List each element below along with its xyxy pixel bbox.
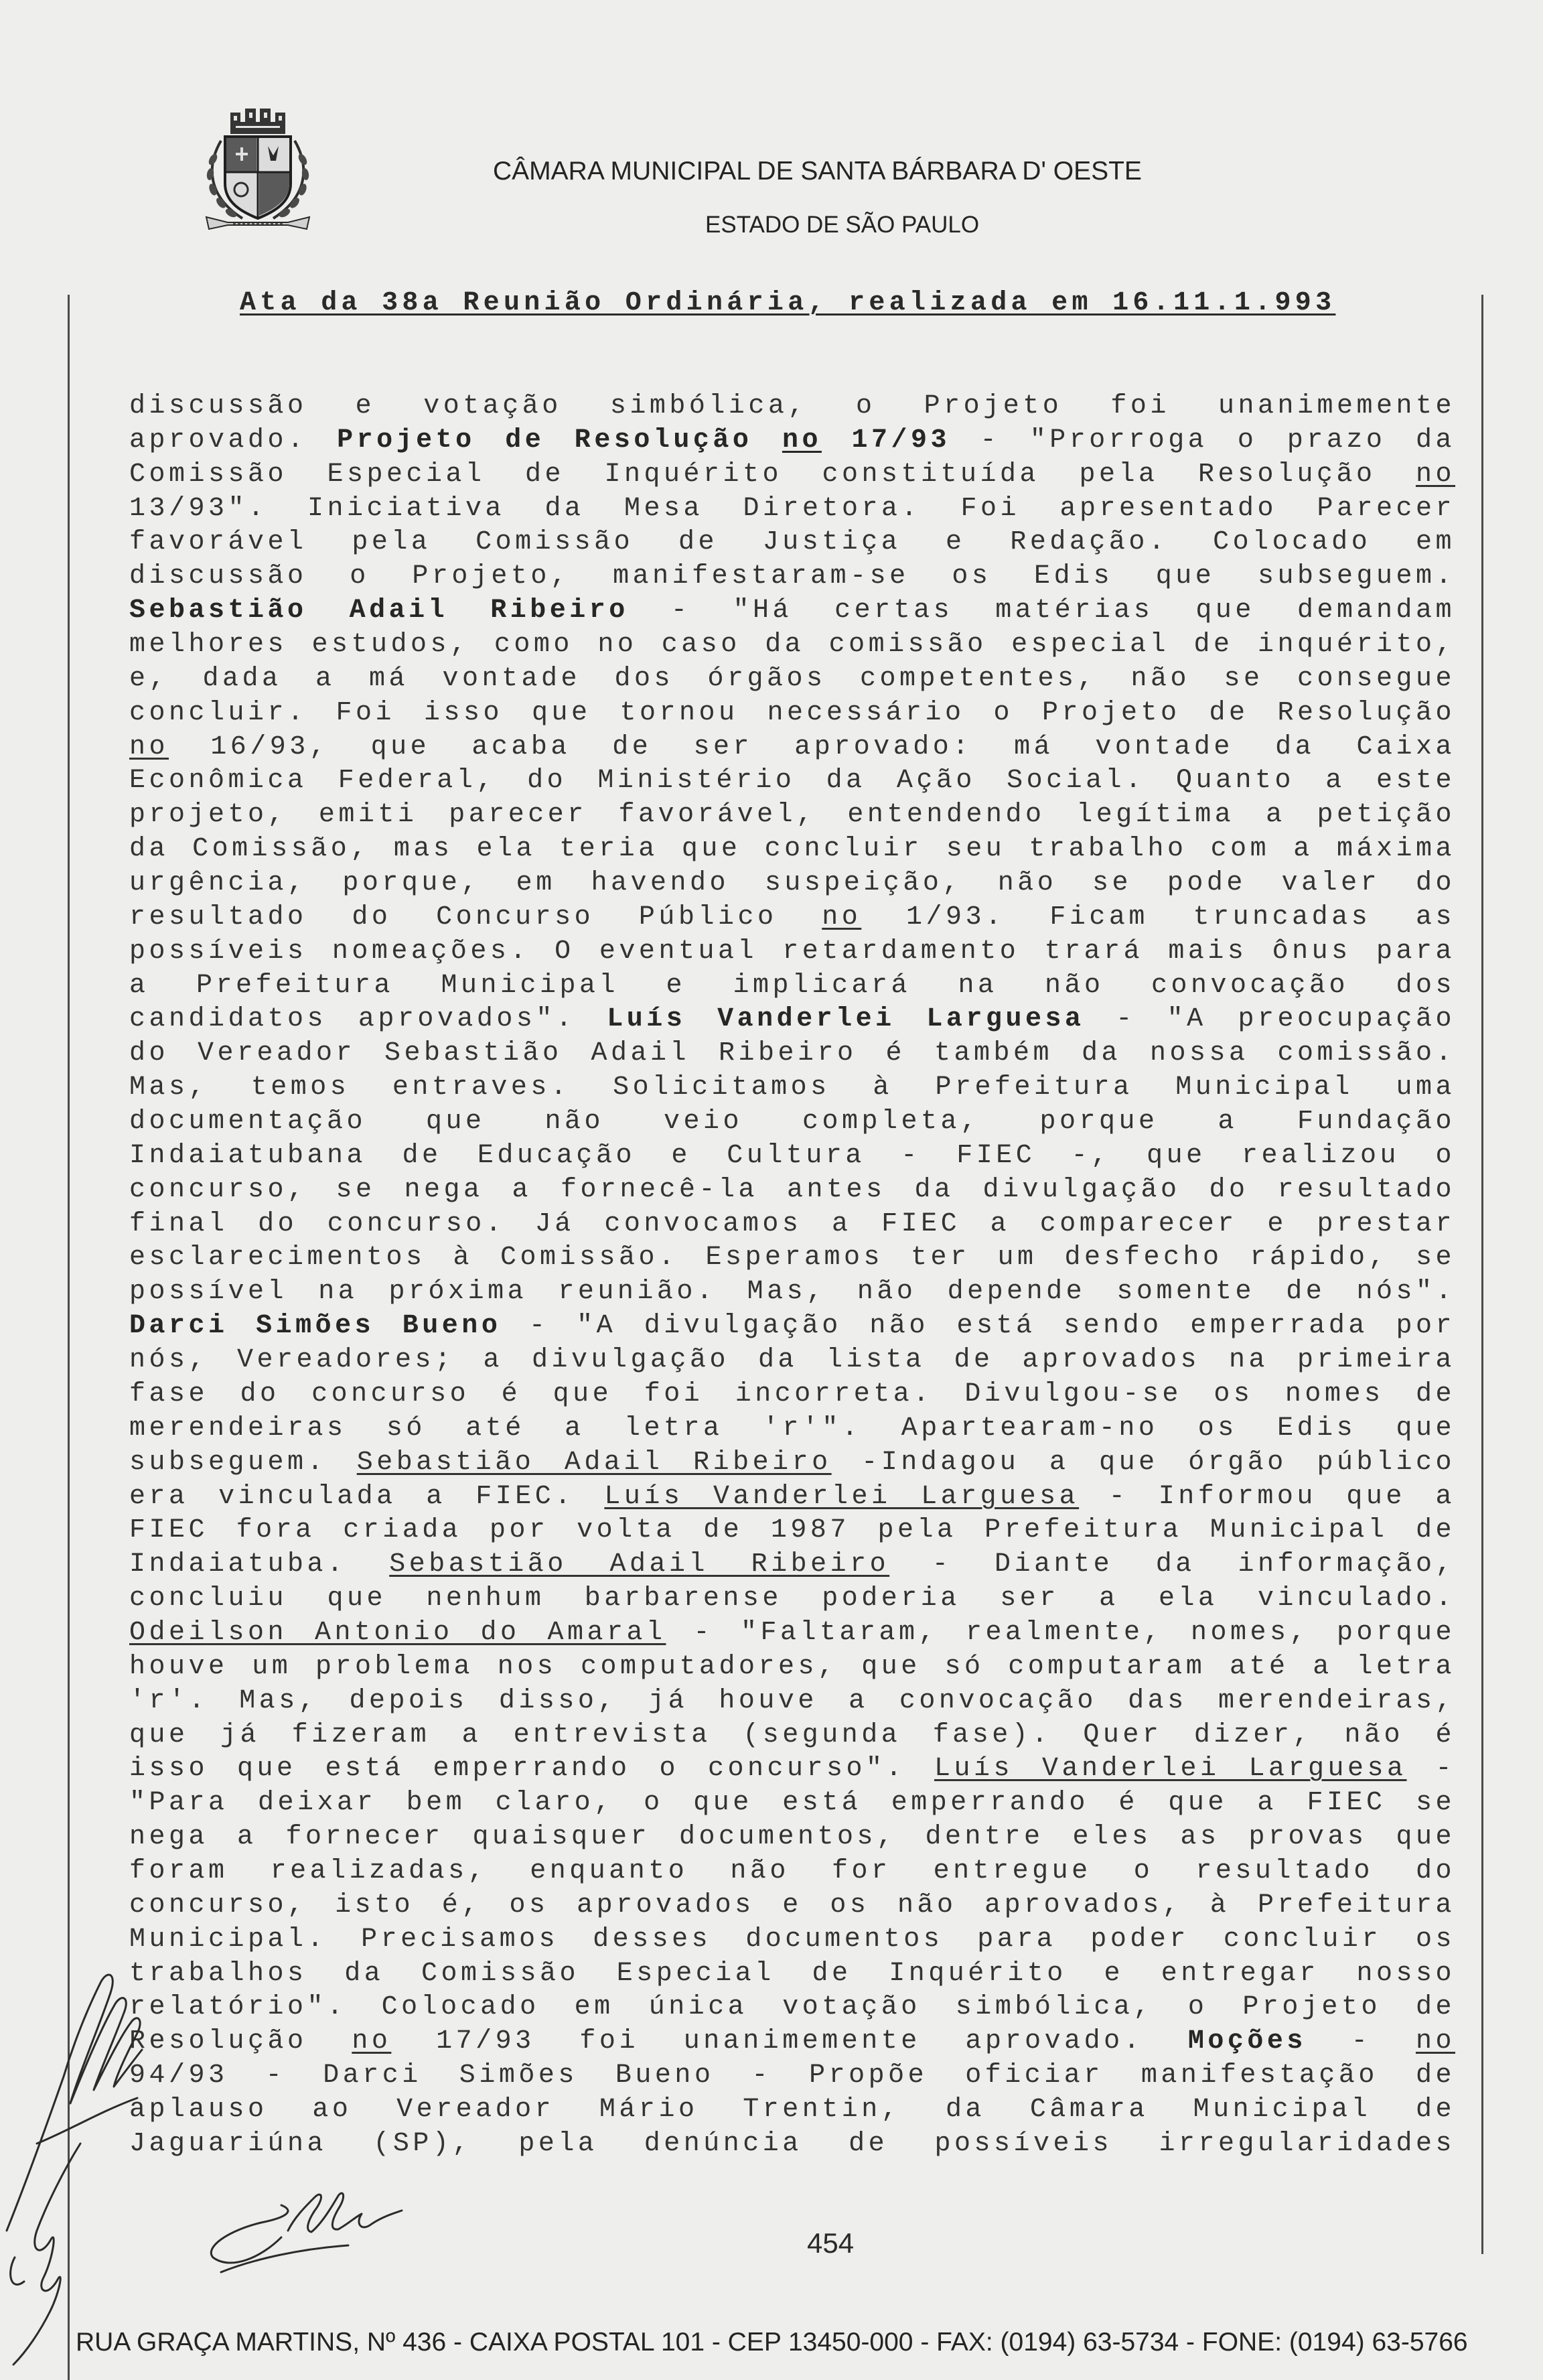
text-line: 13/93". Iniciativa da Mesa Diretora. Foi apresentado Parecer	[129, 493, 1455, 524]
text-line: 'r'. Mas, depois disso, já houve a convocação das merendeiras,	[129, 1685, 1455, 1716]
signature-center-flourish	[221, 2245, 348, 2272]
text-line: final do concurso. Já convocamos a FIEC a comparecer e prestar	[129, 1208, 1455, 1239]
text-run: aprovado.	[129, 425, 338, 456]
text-line	[129, 901, 1455, 935]
handwritten-signatures	[0, 1943, 469, 2380]
text-line	[129, 1446, 1455, 1480]
text-line: concluiu que nenhum barbarense poderia ser a ela vinculado.	[129, 1584, 1455, 1614]
text-run: era vinculada a FIEC.	[129, 1481, 605, 1512]
text-run: - Diante da informação,	[889, 1549, 1455, 1580]
text-line: merendeiras só até a letra 'r'". Apartearam-no os Edis que	[129, 1413, 1455, 1444]
coat-of-arms-emblem	[201, 106, 315, 233]
margin-rule-right	[1481, 295, 1483, 2254]
underlined-run: Sebastião Adail Ribeiro	[356, 1447, 832, 1478]
signature-left-lower	[13, 2144, 80, 2365]
text-run: - "A preocupação	[1084, 1004, 1455, 1035]
text-run: -	[1406, 1754, 1455, 1784]
text-line	[129, 594, 1455, 628]
bold-run: Darci Simões Bueno	[129, 1311, 502, 1342]
text-line: e, dada a má vontade dos órgãos competentes, não se consegue	[129, 663, 1455, 694]
text-line: nós, Vereadores; a divulgação da lista de aprovados na primeira	[129, 1345, 1455, 1376]
text-line: Municipal. Precisamos desses documentos para poder concluir os	[129, 1924, 1455, 1955]
signature-left-crossbar	[37, 2098, 137, 2144]
text-run: candidatos aprovados".	[129, 1004, 607, 1035]
text-line: esclarecimentos à Comissão. Esperamos ter um desfecho rápido, se	[129, 1243, 1455, 1273]
underlined-run: no	[129, 731, 169, 762]
text-line: foram realizadas, enquanto não for entregue o resultado do	[129, 1856, 1455, 1886]
bold-run: Sebastião Adail Ribeiro	[129, 596, 629, 626]
underlined-run: Odeilson Antonio do Amaral	[129, 1617, 666, 1648]
footer-address: RUA GRAÇA MARTINS, Nº 436 - CAIXA POSTAL 101 - CEP 13450-000 - FAX: (0194) 63-5734 - FONE: (0194) 63-5766	[76, 2328, 1468, 2357]
text-run: 16/93, que acaba de ser aprovado: má vontade da Caixa	[169, 731, 1455, 762]
text-line: favorável pela Comissão de Justiça e Redação. Colocado em	[129, 527, 1455, 558]
text-line: "Para deixar bem claro, o que está emperrando é que a FIEC se	[129, 1788, 1455, 1819]
signature-left-margin	[7, 1975, 142, 2231]
text-run: resultado do Concurso Público	[129, 902, 822, 932]
text-line	[129, 458, 1455, 492]
text-line: da Comissão, mas ela teria que concluir seu trabalho com a máxima	[129, 834, 1455, 865]
text-line: houve um problema nos computadores, que só computaram até a letra	[129, 1651, 1455, 1682]
text-line: Econômica Federal, do Ministério da Ação Social. Quanto a este	[129, 766, 1455, 796]
minutes-title: Ata da 38a Reunião Ordinária, realizada em 16.11.1.993	[240, 288, 1336, 318]
text-line: trabalhos da Comissão Especial de Inquérito e entregar nosso	[129, 1958, 1455, 1989]
signature-center	[211, 2205, 288, 2263]
underlined-run: Sebastião Adail Ribeiro	[389, 1549, 890, 1580]
text-line: possível na próxima reunião. Mas, não depende somente de nós".	[129, 1277, 1455, 1308]
text-line: discussão o Projeto, manifestaram-se os Edis que subseguem.	[129, 561, 1455, 592]
text-run: - "Prorroga o prazo da	[950, 425, 1455, 456]
text-run: subseguem.	[129, 1447, 357, 1478]
text-line: urgência, porque, em havendo suspeição, não se pode valer do	[129, 868, 1455, 899]
text-run: 17/93 foi unanimemente aprovado.	[391, 2026, 1188, 2057]
text-line: FIEC fora criada por volta de 1987 pela Prefeitura Municipal de	[129, 1515, 1455, 1546]
underlined-run: no	[822, 902, 862, 932]
text-line	[129, 1310, 1455, 1344]
text-line: melhores estudos, como no caso da comissão especial de inquérito,	[129, 630, 1455, 660]
text-line	[129, 1752, 1455, 1787]
bold-run: 17/93	[821, 425, 951, 456]
institution-name: CÂMARA MUNICIPAL DE SANTA BÁRBARA D' OESTE	[493, 157, 1142, 186]
text-line: do Vereador Sebastião Adail Ribeiro é também da nossa comissão.	[129, 1038, 1455, 1069]
text-run: Indaiatuba.	[129, 1549, 390, 1580]
text-line: concurso, isto é, os aprovados e os não aprovados, à Prefeitura	[129, 1890, 1455, 1920]
bold-run: Projeto de Resolução	[337, 425, 782, 456]
text-line	[129, 1548, 1455, 1582]
text-line: concluir. Foi isso que tornou necessário o Projeto de Resolução	[129, 697, 1455, 728]
bold-run: Luís Vanderlei Larguesa	[607, 1004, 1085, 1035]
state-name: ESTADO DE SÃO PAULO	[705, 212, 980, 238]
text-run: 1/93. Ficam truncadas as	[861, 902, 1455, 932]
signature-left-loop	[11, 2257, 24, 2285]
text-line	[129, 1616, 1455, 1651]
text-line: discussão e votação simbólica, o Projeto foi unanimemente	[129, 391, 1455, 421]
text-line: Mas, temos entraves. Solicitamos à Prefeitura Municipal uma	[129, 1072, 1455, 1103]
text-line	[129, 1480, 1455, 1515]
text-run: - "A divulgação não está sendo emperrada por	[501, 1311, 1455, 1342]
underlined-run: no	[1415, 2026, 1455, 2057]
text-run: - "Faltaram, realmente, nomes, porque	[666, 1617, 1455, 1648]
underlined-run: no	[352, 2026, 392, 2057]
text-run: -	[1306, 2026, 1416, 2057]
text-line: fase do concurso é que foi incorreta. Divulgou-se os nomes de	[129, 1379, 1455, 1409]
text-line	[129, 1003, 1455, 1037]
page-number: 454	[807, 2227, 855, 2259]
text-line: que já fizeram a entrevista (segunda fase). Quer dizer, não é	[129, 1720, 1455, 1750]
text-line: projeto, emiti parecer favorável, entendendo legítima a petição	[129, 800, 1455, 831]
text-line: concurso, se nega a fornecê-la antes da divulgação do resultado	[129, 1174, 1455, 1205]
text-line	[129, 731, 1455, 765]
text-line: a Prefeitura Municipal e implicará na não convocação dos	[129, 970, 1455, 1001]
underlined-run: Luís Vanderlei Larguesa	[934, 1754, 1407, 1784]
bold-run: Moções	[1187, 2026, 1307, 2057]
underlined-run: Luís Vanderlei Larguesa	[604, 1481, 1080, 1512]
text-line: Indaiatubana de Educação e Cultura - FIEC -, que realizou o	[129, 1140, 1455, 1171]
text-run: Resolução	[129, 2026, 352, 2057]
text-line: possíveis nomeações. O eventual retardamento trará mais ônus para	[129, 936, 1455, 967]
text-line: 94/93 - Darci Simões Bueno - Propõe oficiar manifestação de	[129, 2060, 1455, 2091]
signature-center-letters	[288, 2193, 402, 2232]
text-line	[129, 424, 1455, 458]
text-line: documentação que não veio completa, porque a Fundação	[129, 1107, 1455, 1137]
text-run: isso que está emperrando o concurso".	[129, 1754, 934, 1784]
text-run: Comissão Especial de Inquérito constituída pela Resolução	[129, 459, 1416, 490]
text-run: -Indagou a que órgão público	[831, 1447, 1455, 1478]
text-line: aplauso ao Vereador Mário Trentin, da Câmara Municipal de	[129, 2094, 1455, 2125]
text-line: Jaguariúna (SP), pela denúncia de possíveis irregularidades	[129, 2128, 1455, 2159]
bold-run: no	[782, 425, 822, 456]
text-line: nega a fornecer quaisquer documentos, dentre eles as provas que	[129, 1822, 1455, 1853]
minutes-body	[129, 390, 1455, 2162]
underlined-run: no	[1415, 459, 1455, 490]
text-run: - "Há certas matérias que demandam	[628, 596, 1455, 626]
text-run: - Informou que a	[1079, 1481, 1455, 1512]
text-line: relatório". Colocado em única votação simbólica, o Projeto de	[129, 1992, 1455, 2023]
